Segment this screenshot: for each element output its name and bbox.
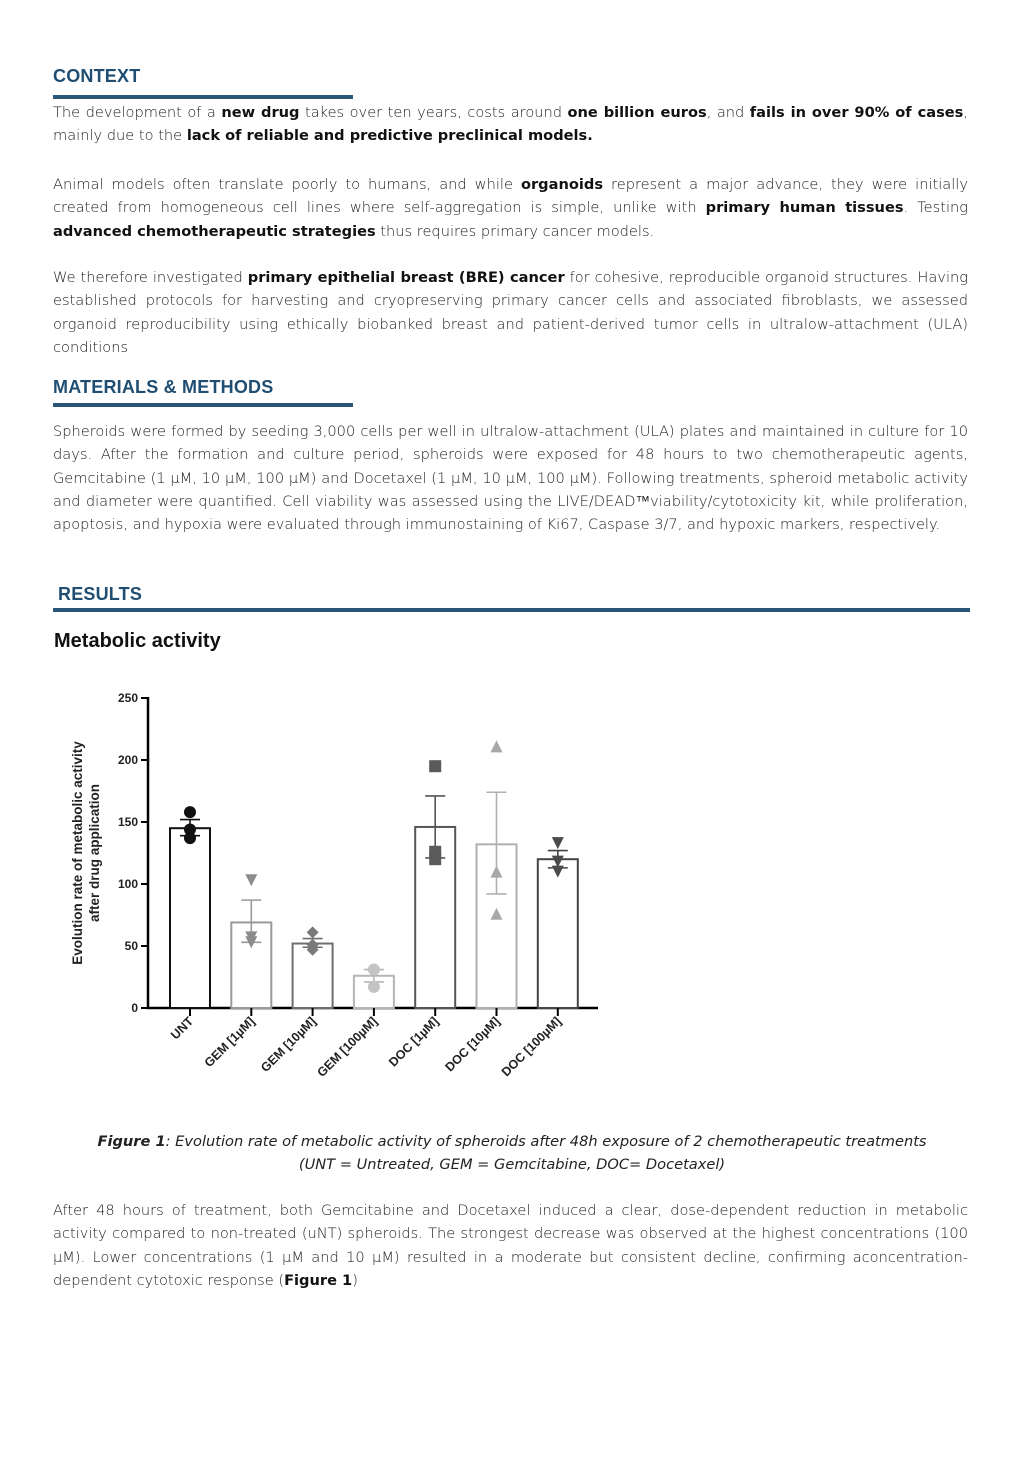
y-axis-label-line1: Evolution rate of metabolic activity [70,741,85,965]
y-tick-label: 0 [131,1001,138,1015]
data-point [491,740,503,752]
results-paragraph: After 48 hours of treatment, both Gemcitabine and Docetaxel induced a clear, dose-dependent reduction in metabolic activity compared to non-treated (uNT) spheroids. The strongest decrease was observed at the highest concentrations (100 µM). Lower concentrations (1 µM and 10 µM) resulted in a moderate but consistent decline, confirming aconcentration-dependent cytotoxic response (Figure 1) [53,1202,968,1289]
y-axis-label-line2: after drug application [87,783,102,923]
y-tick-label: 100 [117,877,138,891]
context-rule [53,95,353,99]
figure-caption: Figure 1: Evolution rate of metabolic activity of spheroids after 48h exposure of 2 chemotherapeutic treatments (UNT = Untreated, GEM = Gemcitabine, DOC= Docetaxel) [97,1133,927,1173]
bar [538,859,578,1008]
data-point [184,806,196,818]
x-tick-label: GEM [10µM] [258,1014,319,1075]
methods-paragraph: Spheroids were formed by seeding 3,000 cells per well in ultralow-attachment (ULA) plates and maintained in culture for 10 days. After the formation and culture period, spheroids were exposed for 48 hours to two chemotherapeutic agents, Gemcitabine (1 µM, 10 µM, 100 µM) and Docetaxel (1 µM, 10 µM, 100 µM). Following treatments, spheroid metabolic activity and diameter were quantified. Cell viability was assessed using the LIVE/DEAD™viability/cytotoxicity kit, while proliferation, apoptosis, and hypoxia were evaluated through immunostaining of Ki67, Caspase 3/7, and hypoxic markers, respectively. [53,423,968,534]
y-tick-label: 150 [117,815,138,829]
data-point [184,832,196,844]
y-tick-label: 50 [124,939,138,953]
methods-rule [53,403,353,407]
data-point [429,853,441,865]
x-tick-label: DOC [10µM] [442,1014,503,1075]
context-paragraph-3: We therefore investigated primary epithelial breast (BRE) cancer for cohesive, reproducible organoid structures. Having established protocols for harvesting and cryopreserving primary cancer cells and associated fibroblasts, we assessed organoid reproducibility using ethically biobanked breast and patient-derived tumor cells in ultralow-attachment (ULA) conditions [53,269,969,356]
data-point [368,981,380,993]
data-point [245,874,257,886]
y-tick-label: 200 [117,753,138,767]
data-point [368,964,380,976]
y-tick-label: 250 [117,691,138,705]
methods-title: MATERIALS & METHODS [53,377,274,397]
metabolic-activity-chart [60,680,620,1120]
context-title: CONTEXT [53,66,141,86]
context-paragraph-1: The development of a new drug takes over ten years, costs around one billion euros, and fails in over 90% of cases, mainly due to the lack of reliable and predictive preclinical models. [53,104,968,145]
results-rule [53,608,970,612]
x-tick-label: GEM [100µM] [314,1014,381,1080]
x-tick-label: DOC [100µM] [498,1014,564,1080]
data-point [552,837,564,849]
results-title: RESULTS [58,584,143,604]
data-point [429,760,441,772]
x-tick-label: UNT [168,1014,197,1043]
x-tick-label: DOC [1µM] [386,1014,442,1070]
metabolic-activity-subtitle: Metabolic activity [54,630,221,652]
context-paragraph-2: Animal models often translate poorly to humans, and while organoids represent a major advance, they were initially created from homogeneous cell lines where self-aggregation is simple, unlike with primary human tissues. Testing advanced chemotherapeutic strategies thus requires primary cancer models. [53,176,969,240]
x-tick-label: GEM [1µM] [201,1014,258,1070]
data-point [307,926,319,938]
bar [170,828,210,1008]
